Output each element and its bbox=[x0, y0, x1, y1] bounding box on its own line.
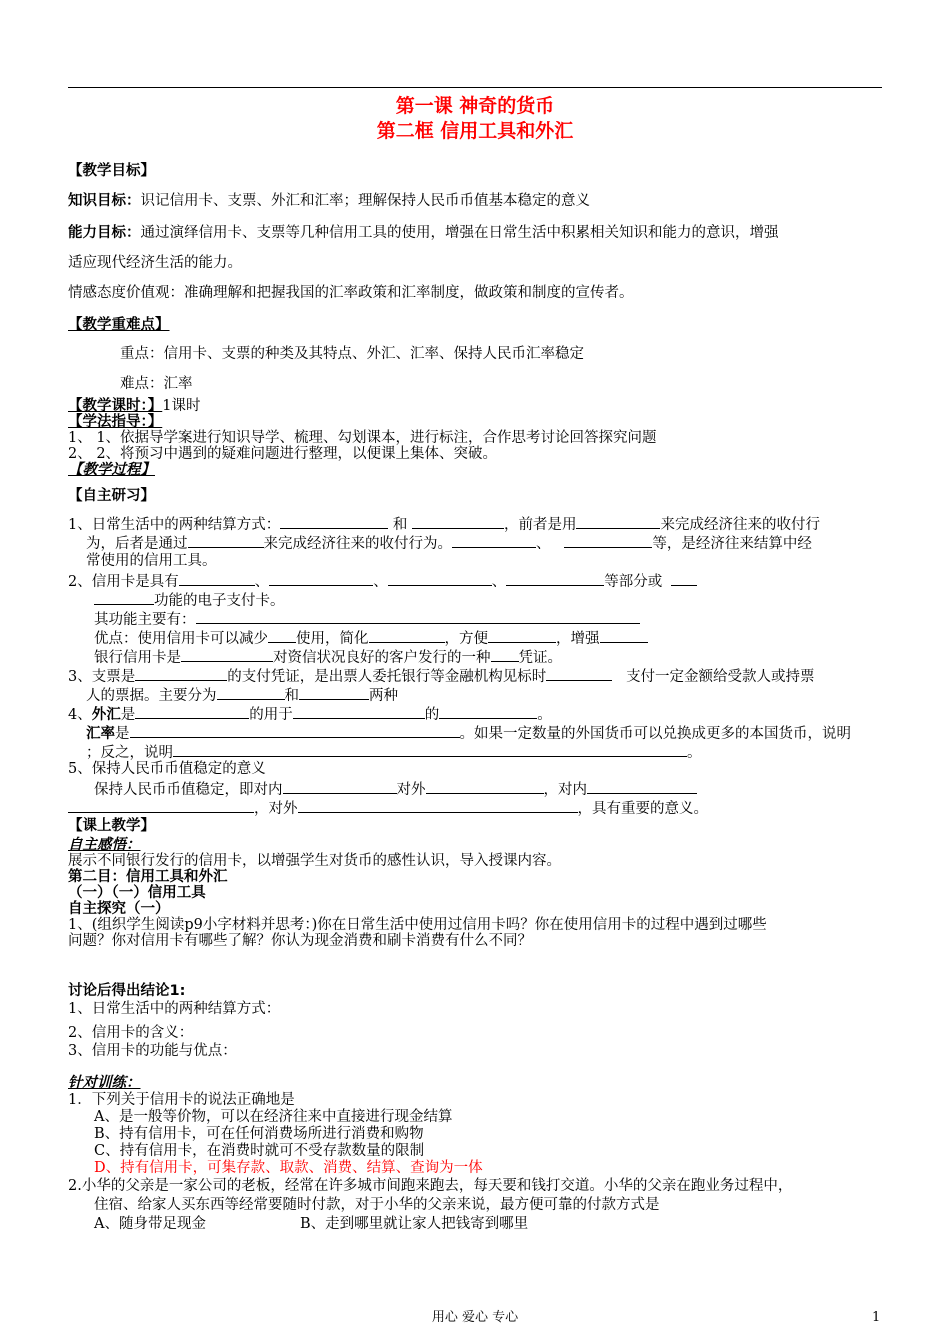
q5-line2: 保持人民币币值稳定，即对内 对外 ，对内 bbox=[94, 779, 697, 799]
practice-q1-option-a: A、是一般等价物，可以在经济往来中直接进行现金结算 bbox=[94, 1109, 453, 1125]
q2-line5: 银行信用卡是 对资信状况良好的客户发行的一种 凭证。 bbox=[94, 647, 562, 667]
q2-line3: 其功能主要有： bbox=[94, 609, 640, 629]
practice-q1-option-b: B、持有信用卡，可在任何消费场所进行消费和购物 bbox=[94, 1126, 424, 1142]
practice-q2-line2: 住宿、给家人买东西等经常要随时付款，对于小华的父亲来说，最方便可靠的付款方式是 bbox=[94, 1197, 660, 1213]
heading-teaching-process: 【教学过程】 bbox=[68, 462, 155, 478]
lesson-title: 第一课 神奇的货币 bbox=[395, 95, 555, 117]
key-point: 重点：信用卡、支票的种类及其特点、外汇、汇率、保持人民币汇率稳定 bbox=[120, 346, 584, 362]
heading-study-guide: 【学法指导：】 bbox=[68, 414, 163, 430]
practice-q1: 1．下列关于信用卡的说法正确地是 bbox=[68, 1092, 295, 1108]
q5-line1: 5、保持人民币币值稳定的意义 bbox=[68, 761, 266, 777]
q3-line2: 人的票据。主要分为 和 两种 bbox=[86, 685, 398, 705]
q2-line2: 功能的电子支付卡。 bbox=[94, 590, 285, 610]
q5-line3: ，对外 ，具有重要的意义。 bbox=[68, 798, 708, 818]
q2-line4: 优点：使用信用卡可以减少 使用，简化 ，方便 ，增强 bbox=[94, 628, 648, 648]
heading-key-points: 【教学重难点】 bbox=[68, 317, 170, 333]
q4-line3: ；反之，说明 。 bbox=[86, 742, 702, 762]
practice-q2-option-b: B、走到哪里就让家人把钱寄到哪里 bbox=[300, 1216, 529, 1232]
conclusion-3: 3、信用卡的功能与优点： bbox=[68, 1043, 237, 1059]
practice-q1-option-d: D、持有信用卡，可集存款、取款、消费、结算、查询为一体 bbox=[94, 1160, 483, 1176]
heading-self-study: 【自主研习】 bbox=[68, 488, 155, 504]
practice-q2-line1: 2.小华的父亲是一家公司的老板，经常在许多城市间跑来跑去，每天要和钱打交道。小华的父亲在跑业务过程中， bbox=[68, 1178, 793, 1194]
explore-title: 自主探究（一） bbox=[68, 901, 170, 917]
q1-line2: 为，后者是通过 来完成经济往来的收付行为。 、 等，是经济往来结算中经 bbox=[86, 533, 812, 553]
label-practice: 针对训练： bbox=[68, 1075, 141, 1091]
q3-line1: 3、支票是 的支付凭证，是出票人委托银行等金融机构见标时 支付一定金额给受款人或持票 bbox=[68, 666, 815, 686]
q4-line2: 汇率是 。如果一定数量的外国货币可以兑换成更多的本国货币，说明 bbox=[86, 723, 851, 743]
study-guide-1: 1、 1、依据导学案进行知识导学、梳理、勾划课本，进行标注，合作思考讨论回答探究问题 bbox=[68, 430, 657, 446]
section-title: 第二框 信用工具和外汇 bbox=[376, 120, 574, 142]
hard-point: 难点：汇率 bbox=[120, 376, 193, 392]
q1-line1: 1、日常生活中的两种结算方式： 和 ，前者是用 来完成经济往来的收付行 bbox=[68, 514, 820, 534]
explore-line1: 1、(组织学生阅读p9小字材料并思考：)你在日常生活中使用过信用卡吗？你在使用信用卡的过程中遇到过哪些 bbox=[68, 917, 767, 933]
practice-q2-option-a: A、随身带足现金 bbox=[94, 1216, 206, 1232]
heading-teaching-goals: 【教学目标】 bbox=[68, 163, 155, 179]
q1-line3: 常使用的信用工具。 bbox=[86, 553, 217, 569]
ability-goal-cont: 适应现代经济生活的能力。 bbox=[68, 255, 242, 271]
header-rule bbox=[68, 87, 882, 88]
teaching-hours: 【教学课时：】1课时 bbox=[68, 398, 201, 414]
practice-q1-option-c: C、持有信用卡，在消费时就可不受存款数量的限制 bbox=[94, 1143, 425, 1159]
conclusion-1: 1、日常生活中的两种结算方式： bbox=[68, 1001, 281, 1017]
conclusion-title: 讨论后得出结论1: bbox=[68, 983, 186, 999]
explore-line2: 问题？你对信用卡有哪些了解？你认为现金消费和刷卡消费有什么不同？ bbox=[68, 933, 532, 949]
label-self-perception: 自主感悟： bbox=[68, 837, 141, 853]
q4-line1: 4、外汇是 的用于 的 。 bbox=[68, 704, 552, 724]
study-guide-2: 2、 2、将预习中遇到的疑难问题进行整理，以便课上集体、突破。 bbox=[68, 446, 498, 462]
emotion-goal: 情感态度价值观：准确理解和把握我国的汇率政策和汇率制度，做政策和制度的宣传者。 bbox=[68, 285, 634, 301]
q2-line1: 2、信用卡是具有 、 、 、 等部分或 bbox=[68, 571, 697, 591]
item2-title: 第二目：信用工具和外汇 bbox=[68, 869, 228, 885]
page-footer: 用心 爱心 专心 bbox=[431, 1310, 519, 1325]
knowledge-goal: 知识目标：识记信用卡、支票、外汇和汇率；理解保持人民币币值基本稳定的意义 bbox=[68, 193, 590, 209]
self-perception-text: 展示不同银行发行的信用卡，以增强学生对货币的感性认识，导入授课内容。 bbox=[68, 853, 561, 869]
page-number: 1 bbox=[872, 1310, 881, 1325]
conclusion-2: 2、信用卡的含义： bbox=[68, 1025, 194, 1041]
item2-subtitle: （一）（一）信用工具 bbox=[68, 885, 206, 901]
ability-goal: 能力目标：通过演绎信用卡、支票等几种信用工具的使用，增强在日常生活中积累相关知识和能力的意识，增强 bbox=[68, 225, 779, 241]
heading-in-class: 【课上教学】 bbox=[68, 818, 155, 834]
